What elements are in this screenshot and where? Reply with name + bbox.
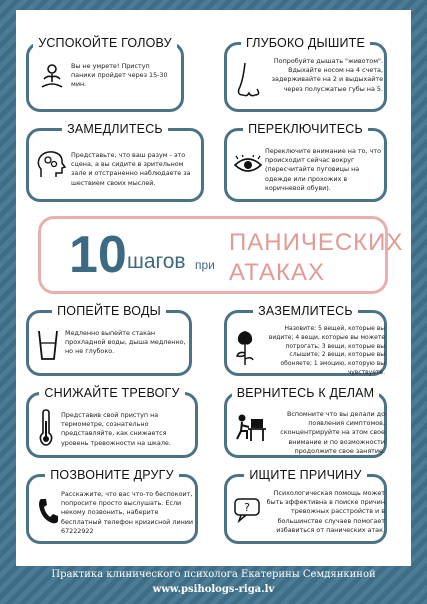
card-text: Попробуйте дышать "животом". Вдыхайте носом на 4 счета, задерживайте на 2 и выдыхайте через полусжатые губы на 5. (271, 57, 383, 93)
card-title: ЗАМЕДЛИТЕСЬ (62, 122, 168, 136)
hero-pri: при (195, 258, 215, 272)
card-text: Вспомните что вы делали до появления симптомов, сконцентрируйте на этом свое внимание и по возможности продолжите свое занятие. (280, 410, 385, 455)
phone-icon (37, 497, 59, 525)
hero-word-1: ПАНИЧЕСКИХ (229, 229, 404, 256)
card-title: ЗАЗЕМЛИТЕСЬ (253, 304, 358, 318)
card-ground (224, 304, 387, 376)
card-title: УСПОКОЙТЕ ГОЛОВУ (33, 36, 177, 50)
card-drink-water (26, 304, 192, 376)
poster-sheet (16, 10, 411, 566)
thermometer-icon (37, 409, 55, 447)
card-text: Расскажите, что вас что-то беспокоит, попросите просто выслушать. Если некому позвонить, наберите бесплатный телефон кризисной линии 67222922 (61, 490, 194, 535)
card-text: Назовите: 5 вещей, которые вы видите; 4 вещи, которые вы можете потрогать; 3 вещи, которые вы слышите; 2 вещи, которые вы обоняете; 1 эмоцию, которую вы чувствуете. (268, 325, 385, 376)
footer-url[interactable]: www.psihologs-riga.lv (152, 584, 275, 595)
nose-icon (235, 61, 263, 101)
meditation-icon (37, 63, 67, 93)
card-title: ПОПЕЙТЕ ВОДЫ (52, 304, 166, 318)
card-breathe (224, 36, 387, 112)
hero-banner (38, 216, 404, 294)
card-text: Переключите внимание на то, что происходит сейчас вокруг (пересчитайте пуговицы на одежде или прохожих в коричневой обуви). (265, 147, 382, 192)
head-gears-icon (35, 149, 67, 181)
svg-text:?: ? (244, 501, 250, 514)
card-title: ИЩИТЕ ПРИЧИНУ (244, 468, 366, 482)
card-switch (224, 122, 387, 202)
eye-icon (233, 155, 263, 175)
hero-number: 10 (69, 226, 127, 284)
glass-icon (37, 329, 59, 361)
card-text: Представьте, что ваш разум - это сцена, а вы сидите в зрительном зале и отстраненно наблюдаете за шествием своих мыслей. (71, 151, 191, 187)
card-call-friend (26, 468, 198, 544)
footer-caption: Практика клинического психолога Екатерины Семдянкиной (51, 569, 376, 580)
hero-steps: шагов (127, 250, 186, 273)
card-title: ГЛУБОКО ДЫШИТЕ (241, 36, 370, 50)
card-calm-head (26, 36, 184, 112)
card-slow-down (26, 122, 204, 202)
card-text: Вы не умрете! Приступ паники пройдет через 15-30 мин. (71, 62, 168, 89)
card-title: СНИЖАЙТЕ ТРЕВОГУ (39, 386, 184, 400)
card-return-to-work (224, 386, 387, 458)
speech-bubble-icon (233, 497, 263, 523)
hero-word-2: АТАКАХ (229, 259, 325, 286)
card-text: Медленно выпейте стакан прохладной воды, дыша медленно, но не глубоко. (65, 329, 186, 356)
card-text: Психологическая помощь может быть эффективна в поиске причин тревожных расстройств и в большинстве случаев помогает избавиться от панических атак. (266, 489, 385, 534)
rose-icon (233, 329, 257, 367)
card-title: ПЕРЕКЛЮЧИТЕСЬ (243, 122, 368, 136)
desk-worker-icon (233, 413, 267, 443)
card-title: ПОЗВОНИТЕ ДРУГУ (45, 468, 179, 482)
card-text: Представив свой приступ на термометре, сознательно представляйте, как снижается уровень тревожности на шкале. (61, 411, 171, 447)
card-find-cause (224, 468, 387, 544)
card-reduce-anxiety (26, 386, 198, 458)
card-title: ВЕРНИТЕСЬ К ДЕЛАМ (232, 386, 380, 400)
